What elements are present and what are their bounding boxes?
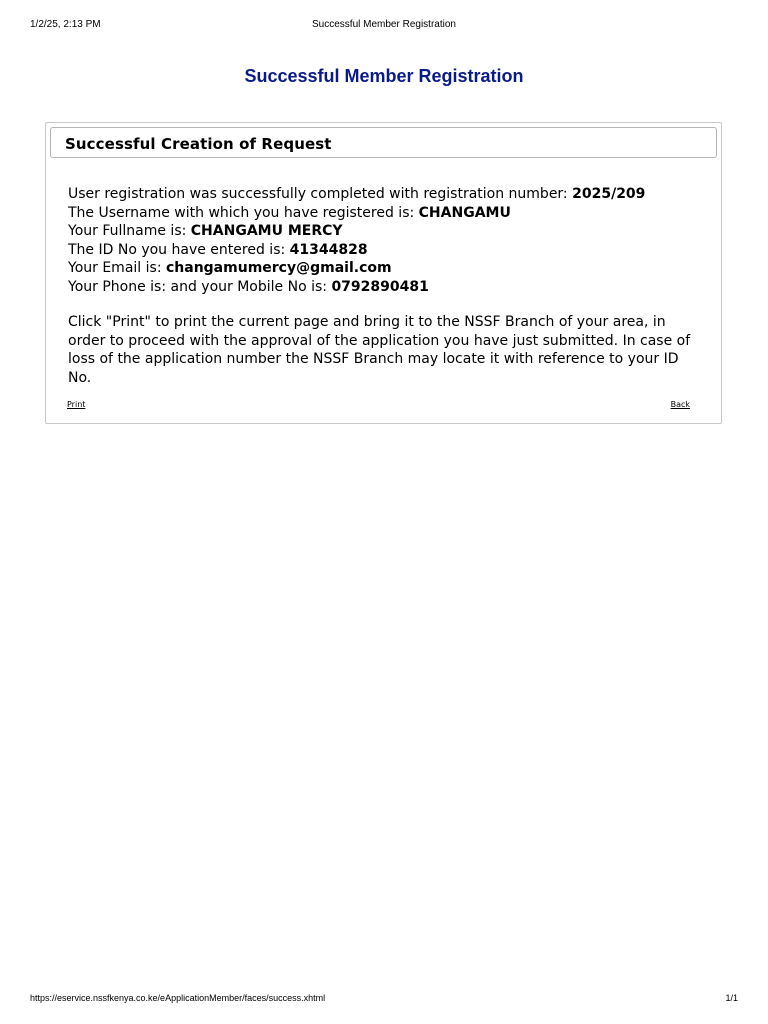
print-date: 1/2/25, 2:13 PM xyxy=(30,19,101,30)
id-number-value: 41344828 xyxy=(289,241,368,258)
registration-number-value: 2025/209 xyxy=(572,186,646,202)
panel-header xyxy=(50,127,717,158)
mobile-number-value: 0792890481 xyxy=(331,278,429,295)
fullname-label: Your Fullname is: xyxy=(68,223,191,239)
phone-line xyxy=(68,278,701,297)
success-panel xyxy=(45,122,722,424)
email-label: Your Email is: xyxy=(68,260,166,276)
email-value: changamumercy@gmail.com xyxy=(165,260,392,276)
email-line xyxy=(68,259,701,278)
username-value: CHANGAMU xyxy=(418,204,511,221)
registration-number-line xyxy=(68,185,701,204)
id-number-line xyxy=(68,241,701,260)
page-title: Successful Member Registration xyxy=(244,66,524,86)
registration-number-label: User registration was successfully completed with registration number: xyxy=(68,186,573,202)
print-link[interactable]: Print xyxy=(67,400,86,409)
id-number-label: The ID No you have entered is: xyxy=(68,241,290,258)
print-document-title: Successful Member Registration xyxy=(312,19,456,30)
page-count: 1/1 xyxy=(725,993,738,1003)
back-link[interactable]: Back xyxy=(670,400,690,409)
panel-title: Successful Creation of Request xyxy=(65,135,332,153)
phone-label: Your Phone is: and your Mobile No is: xyxy=(68,278,332,295)
panel-body xyxy=(68,185,701,387)
print-url: https://eservice.nssfkenya.co.ke/eApplicationMember/faces/success.xhtml xyxy=(30,993,326,1003)
instructions-note: Click "Print" to print the current page and bring it to the NSSF Branch of your area, in order to proceed with the approval of the application you have just submitted. In case of loss of the application number the NSSF Branch may locate it with reference to your ID No. xyxy=(68,314,691,386)
username-label: The Username with which you have registered is: xyxy=(68,204,419,221)
fullname-line xyxy=(68,222,701,241)
fullname-value: CHANGAMU MERCY xyxy=(190,223,343,239)
username-line xyxy=(68,204,701,223)
